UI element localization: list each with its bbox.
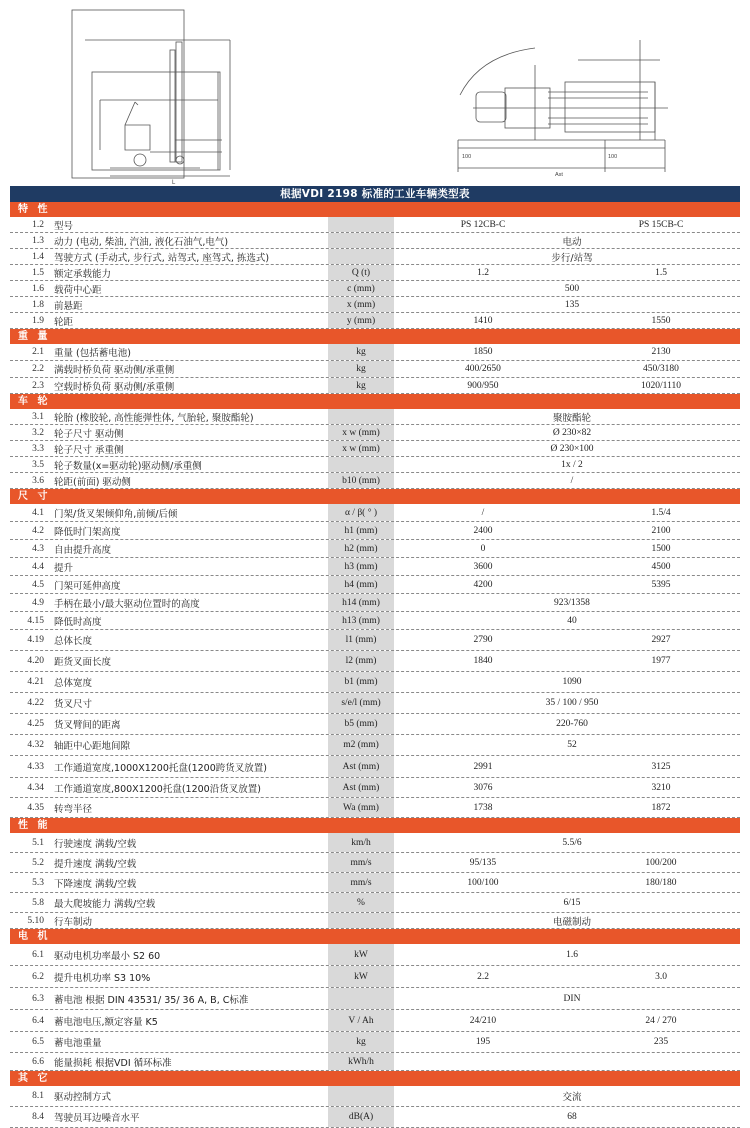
row-number: 1.8 [32, 299, 44, 310]
row-unit: Wa (mm) [328, 798, 394, 817]
row-number: 4.32 [27, 740, 44, 750]
row-label: 总体宽度 [54, 678, 93, 689]
row-value-both: DIN [563, 993, 581, 1004]
top-view-drawing [458, 40, 668, 172]
row-unit: mm/s [328, 873, 394, 892]
row-label: 驱动控制方式 [54, 1092, 112, 1103]
row-number: 4.33 [27, 761, 44, 772]
section-header: 重 量 [10, 329, 740, 344]
row-unit: y (mm) [328, 313, 394, 328]
row-unit: kg [328, 344, 394, 360]
row-unit: b5 (mm) [328, 714, 394, 734]
row-number: 5.3 [32, 877, 44, 888]
row-label: 前悬距 [54, 300, 83, 312]
row-unit: α / β( ° ) [328, 504, 394, 521]
row-value-ps12: 1410 [473, 315, 493, 326]
row-number: 4.21 [27, 677, 44, 687]
row-label: 轮距(前面) 驱动侧 [54, 476, 131, 488]
row-value-ps12: 3600 [473, 561, 493, 572]
row-value-ps15: 1872 [651, 802, 671, 813]
row-label: 手柄在最小/最大驱动位置时的高度 [54, 598, 200, 610]
spec-row [10, 1010, 740, 1032]
row-unit: Ast (mm) [328, 756, 394, 777]
row-value-ps15: 1500 [651, 543, 671, 554]
row-value-both: 220-760 [556, 719, 588, 729]
row-value-ps12: 1840 [473, 656, 493, 666]
row-value-both: Ø 230×82 [552, 427, 592, 438]
technical-drawings [0, 0, 750, 186]
row-unit: kW [328, 944, 394, 965]
spec-row [10, 504, 740, 522]
row-value-ps15: 1020/1110 [641, 380, 681, 391]
row-value-ps12: 100/100 [467, 877, 499, 888]
row-number: 3.5 [32, 459, 44, 470]
row-label: 额定承载能力 [54, 268, 112, 280]
spec-row [10, 576, 740, 594]
row-number: 3.3 [32, 443, 44, 454]
row-unit: mm/s [328, 853, 394, 872]
row-label: 满载时桥负荷 驱动侧/承重侧 [54, 365, 175, 376]
row-unit: b10 (mm) [328, 473, 394, 488]
row-value-ps12: 900/950 [467, 380, 499, 391]
row-label: 轮子数量(x=驱动轮)驱动侧/承重侧 [54, 460, 202, 472]
spec-row [10, 1086, 740, 1107]
row-number: 5.10 [27, 915, 44, 926]
row-label: 提升速度 满载/空载 [54, 858, 137, 870]
top-view-dim-ast: Ast [555, 172, 563, 178]
row-number: 1.4 [32, 251, 44, 262]
row-value-both: 1.6 [566, 949, 578, 960]
row-number: 4.22 [27, 698, 44, 708]
side-view-label: L [172, 180, 176, 186]
spec-row [10, 1032, 740, 1053]
row-number: 4.15 [27, 615, 44, 626]
row-unit: x (mm) [328, 297, 394, 312]
row-unit: x w (mm) [328, 441, 394, 456]
row-label: 最大爬坡能力 满载/空载 [54, 898, 156, 910]
row-value-ps15: 5395 [651, 579, 671, 590]
row-unit: c (mm) [328, 281, 394, 296]
section-header: 特 性 [10, 202, 740, 217]
row-value-ps15: 3.0 [655, 971, 667, 982]
row-label: 降低时高度 [54, 616, 102, 628]
row-unit: l1 (mm) [328, 630, 394, 650]
row-unit: s/e/l (mm) [328, 693, 394, 713]
row-value-ps12: 24/210 [469, 1015, 497, 1026]
spec-row [10, 988, 740, 1010]
row-label: 驾驶员耳边噪音水平 [54, 1113, 140, 1124]
row-label: 载荷中心距 [54, 284, 102, 296]
row-unit: h1 (mm) [328, 522, 394, 539]
row-value-ps15: 4500 [651, 561, 671, 572]
row-label: 门架/货叉架倾仰角,前倾/后倾 [54, 508, 178, 520]
row-value-ps12: 2790 [473, 635, 493, 645]
row-value-both: 1x / 2 [561, 459, 583, 470]
row-number: 3.6 [32, 475, 44, 486]
spec-row [10, 409, 740, 425]
row-value-ps15: 2130 [651, 347, 671, 357]
row-value-ps15: 2100 [651, 525, 671, 536]
row-value-both: 步行/站驾 [551, 252, 593, 264]
row-label: 下降速度 满载/空载 [54, 878, 137, 890]
row-unit: h13 (mm) [328, 612, 394, 629]
row-unit: V / Ah [328, 1010, 394, 1031]
row-unit [328, 913, 394, 928]
row-value-ps15: 1977 [651, 656, 671, 666]
spec-sections [10, 202, 740, 1128]
spec-row [10, 361, 740, 378]
spec-row [10, 651, 740, 672]
row-value-ps15: 2927 [651, 635, 671, 645]
row-unit: kW [328, 966, 394, 987]
section-header: 性 能 [10, 818, 740, 833]
row-value-both: 电磁制动 [552, 916, 591, 928]
row-number: 4.1 [32, 507, 44, 518]
row-unit: % [328, 893, 394, 912]
row-number: 5.1 [32, 837, 44, 848]
row-value-ps12: 0 [480, 543, 486, 554]
row-number: 6.6 [32, 1056, 44, 1067]
row-value-ps15: 180/180 [645, 877, 677, 888]
row-label: 总体长度 [54, 636, 93, 647]
row-number: 1.2 [32, 219, 44, 230]
row-number: 6.1 [32, 949, 44, 960]
top-view-dim-b: 100 [608, 154, 618, 160]
row-value-both: 6/15 [563, 897, 581, 908]
row-label: 工作通道宽度,800X1200托盘(1200沿货叉放置) [54, 783, 261, 795]
row-unit: Q (t) [328, 265, 394, 280]
row-unit [328, 409, 394, 424]
section-header: 其 它 [10, 1071, 740, 1086]
spec-row [10, 873, 740, 893]
row-label: 自由提升高度 [54, 544, 112, 556]
spec-table-title: 根据VDI 2198 标准的工业车辆类型表 [10, 186, 740, 202]
row-label: 蓄电池电压,额定容量 K5 [54, 1016, 158, 1028]
row-number: 4.19 [27, 635, 44, 645]
row-value-both: 35 / 100 / 950 [545, 698, 599, 708]
row-value-ps12: 2400 [473, 525, 493, 536]
row-number: 2.3 [32, 380, 44, 391]
spec-row [10, 853, 740, 873]
row-label: 货叉臂间的距离 [54, 720, 121, 731]
row-unit [328, 988, 394, 1009]
row-unit: kg [328, 1032, 394, 1052]
row-label: 工作通道宽度,1000X1200托盘(1200跨货叉放置) [54, 762, 267, 774]
spec-row [10, 1107, 740, 1128]
spec-row [10, 966, 740, 988]
row-value-both: 135 [564, 299, 580, 310]
row-label: 货叉尺寸 [54, 699, 93, 710]
row-unit: l2 (mm) [328, 651, 394, 671]
spec-row [10, 378, 740, 394]
row-value-both: / [570, 475, 574, 486]
spec-row [10, 265, 740, 281]
row-unit: Ast (mm) [328, 778, 394, 797]
spec-row [10, 233, 740, 249]
row-value-ps15: 100/200 [645, 857, 677, 868]
row-value-ps15: 3125 [651, 761, 671, 772]
row-label: 蓄电池 根据 DIN 43531/ 35/ 36 A, B, C标准 [54, 994, 249, 1006]
row-number: 6.3 [32, 993, 44, 1004]
spec-row [10, 249, 740, 265]
row-number: 4.9 [32, 597, 44, 608]
row-value-both: 52 [567, 740, 577, 750]
spec-sheet [10, 186, 740, 1128]
row-number: 4.2 [32, 525, 44, 536]
row-label: 驾驶方式 (手动式, 步行式, 站驾式, 座驾式, 拣选式) [54, 252, 270, 264]
row-number: 4.3 [32, 543, 44, 554]
row-value-ps12: 1738 [473, 802, 493, 813]
spec-row [10, 473, 740, 489]
spec-row [10, 594, 740, 612]
spec-row [10, 540, 740, 558]
spec-row [10, 833, 740, 853]
row-label: 提升 [54, 562, 74, 574]
row-number: 1.3 [32, 235, 44, 246]
row-label: 距货叉面长度 [54, 657, 112, 668]
row-unit: kWh/h [328, 1053, 394, 1070]
row-value-ps12: 2.2 [477, 971, 489, 982]
row-number: 5.8 [32, 897, 44, 908]
row-value-ps15: 1.5 [655, 267, 667, 278]
row-label: 能量损耗 根据VDI 循环标准 [54, 1057, 172, 1069]
row-label: 驱动电机功率最小 S2 60 [54, 950, 161, 962]
row-label: 提升电机功率 S3 10% [54, 972, 151, 984]
row-label: 降低时门架高度 [54, 526, 121, 538]
row-label: 门架可延伸高度 [54, 580, 121, 592]
row-value-both: 电动 [562, 236, 582, 248]
row-number: 5.2 [32, 857, 44, 868]
row-unit: kg [328, 361, 394, 377]
row-number: 6.5 [32, 1037, 44, 1047]
row-unit [328, 1086, 394, 1106]
row-value-ps15: 235 [653, 1037, 669, 1047]
row-number: 6.2 [32, 971, 44, 982]
spec-row [10, 522, 740, 540]
row-value-ps12: 1850 [473, 347, 493, 357]
side-view-drawing [72, 10, 230, 178]
spec-row [10, 778, 740, 798]
spec-row [10, 281, 740, 297]
row-number: 6.4 [32, 1015, 44, 1026]
spec-row [10, 612, 740, 630]
row-label: 动力 (电动, 柴油, 汽油, 液化石油气,电气) [54, 236, 229, 248]
spec-row [10, 630, 740, 651]
row-label: 空载时桥负荷 驱动侧/承重侧 [54, 381, 175, 393]
row-unit [328, 233, 394, 248]
row-unit: kg [328, 378, 394, 393]
row-unit: dB(A) [328, 1107, 394, 1127]
row-unit: b1 (mm) [328, 672, 394, 692]
row-number: 4.4 [32, 561, 44, 572]
row-unit: x w (mm) [328, 425, 394, 440]
spec-row [10, 425, 740, 441]
row-value-ps12: 400/2650 [465, 364, 501, 374]
spec-row [10, 893, 740, 913]
row-label: 重量 (包括蓄电池) [54, 348, 131, 359]
row-number: 4.35 [27, 802, 44, 813]
row-label: 轮子尺寸 驱动侧 [54, 428, 124, 440]
spec-row [10, 457, 740, 473]
row-number: 3.1 [32, 411, 44, 422]
row-number: 1.6 [32, 283, 44, 294]
row-value-ps15: 1.5/4 [651, 507, 671, 518]
spec-row [10, 798, 740, 818]
row-value-ps12: PS 12CB-C [460, 219, 506, 230]
spec-row [10, 313, 740, 329]
row-value-ps12: 195 [475, 1037, 491, 1047]
spec-row [10, 217, 740, 233]
row-unit [328, 457, 394, 472]
row-label: 轮胎 (橡胶轮, 高性能弹性体, 气胎轮, 聚胺酯轮) [54, 412, 254, 424]
row-value-ps15: 3210 [651, 782, 671, 793]
row-unit [328, 249, 394, 264]
row-number: 8.1 [32, 1091, 44, 1101]
row-value-both: 500 [564, 283, 580, 294]
row-value-both: 40 [567, 615, 577, 626]
row-value-ps15: 24 / 270 [645, 1015, 677, 1026]
row-label: 轴距中心距地间隙 [54, 741, 131, 752]
row-label: 轮距 [54, 316, 74, 328]
row-label: 行驶速度 满载/空载 [54, 838, 137, 850]
row-number: 4.25 [27, 719, 44, 729]
row-number: 4.5 [32, 579, 44, 590]
row-label: 蓄电池重量 [54, 1038, 102, 1049]
row-value-ps12: 95/135 [469, 857, 497, 868]
spec-row [10, 913, 740, 929]
row-number: 2.1 [32, 347, 44, 357]
section-header: 尺 寸 [10, 489, 740, 504]
row-number: 1.9 [32, 315, 44, 326]
row-value-both: 聚胺酯轮 [552, 412, 591, 424]
row-unit [328, 217, 394, 232]
row-number: 8.4 [32, 1112, 44, 1122]
spec-row [10, 297, 740, 313]
row-value-both: 1090 [562, 677, 582, 687]
row-value-ps12: 2991 [473, 761, 493, 772]
row-value-both: Ø 230×100 [550, 443, 594, 454]
spec-row [10, 735, 740, 756]
row-value-ps12: / [481, 507, 485, 518]
row-value-ps12: 3076 [473, 782, 493, 793]
row-value-both: 交流 [562, 1092, 582, 1103]
row-label: 转弯半径 [54, 803, 93, 815]
row-value-both: 5.5/6 [562, 837, 582, 848]
row-unit: h14 (mm) [328, 594, 394, 611]
row-number: 4.34 [27, 782, 44, 793]
spec-row [10, 714, 740, 735]
row-value-ps12: 4200 [473, 579, 493, 590]
row-unit: m2 (mm) [328, 735, 394, 755]
top-view-dim-a: 100 [462, 154, 472, 160]
spec-row [10, 672, 740, 693]
row-number: 2.2 [32, 364, 44, 374]
section-header: 电 机 [10, 929, 740, 944]
spec-row [10, 1053, 740, 1071]
row-number: 1.5 [32, 267, 44, 278]
section-header: 车 轮 [10, 394, 740, 409]
row-unit: h2 (mm) [328, 540, 394, 557]
row-label: 轮子尺寸 承重侧 [54, 444, 124, 456]
spec-row [10, 344, 740, 361]
spec-row [10, 944, 740, 966]
row-label: 行车制动 [54, 916, 93, 928]
row-unit: h4 (mm) [328, 576, 394, 593]
row-value-both: 68 [567, 1112, 577, 1122]
row-value-both: 923/1358 [554, 597, 590, 608]
row-number: 4.20 [27, 656, 44, 666]
row-value-ps15: 1550 [651, 315, 671, 326]
row-value-ps12: 1.2 [477, 267, 489, 278]
spec-row [10, 558, 740, 576]
spec-row [10, 693, 740, 714]
row-value-ps15: PS 15CB-C [638, 219, 684, 230]
row-label: 型号 [54, 220, 74, 232]
row-unit: km/h [328, 833, 394, 852]
row-value-ps15: 450/3180 [643, 364, 679, 374]
spec-row [10, 441, 740, 457]
row-unit: h3 (mm) [328, 558, 394, 575]
spec-row [10, 756, 740, 778]
row-number: 3.2 [32, 427, 44, 438]
